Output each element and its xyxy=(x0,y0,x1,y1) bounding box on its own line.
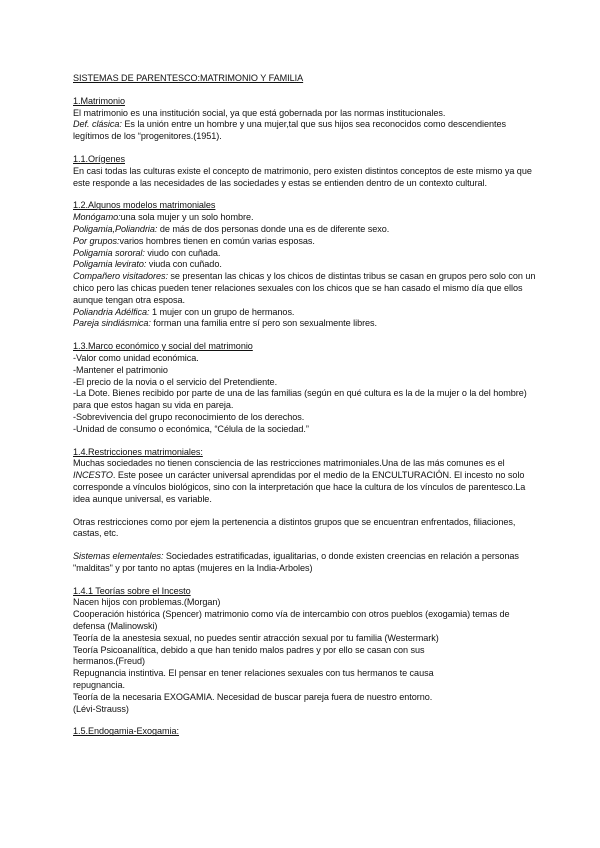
section-endogamia xyxy=(73,726,540,738)
list-item: Teoría Psicoanalítica, debido a que han tenido malos padres y por ello se casan con sus hermanos.(Freud) xyxy=(73,644,425,667)
list-item xyxy=(73,271,540,306)
list-item xyxy=(73,248,540,260)
item-label: Poliandria Adélfica: xyxy=(73,306,150,317)
list-item xyxy=(73,212,540,224)
list-item: Repugnancia instintiva. El pensar en tener relaciones sexuales con tus hermanos te causa repugnancia. xyxy=(73,668,434,691)
list-item: Teoría de la necesaria EXOGAMIA. Necesidad de buscar pareja fuera de nuestro entorno.(Lévi-Strauss) xyxy=(73,691,433,714)
item-label: Poligamia sororal: xyxy=(73,247,145,258)
section-restricciones xyxy=(73,447,540,575)
list-item: -Unidad de consumo o económica, “Célula de la sociedad.” xyxy=(73,423,309,434)
incesto-text-a: Muchas sociedades no tienen consciencia de las restricciones matrimoniales.Una de las más comunes es el xyxy=(73,458,505,469)
item-label: Por grupos: xyxy=(73,235,120,246)
heading-modelos: 1.2.Algunos modelos matrimoniales xyxy=(73,200,216,211)
heading-origenes: 1.1.Orígenes xyxy=(73,153,125,164)
paragraph-origenes: En casi todas las culturas existe el concepto de matrimonio, pero existen distintos conceptos de este mismo ya que este responde a las necesidades de las sociedades y estas se entienden dentro de un contexto cultural. xyxy=(73,165,532,188)
list-item: Cooperación histórica (Spencer) matrimonio como vía de intercambio con otros pueblos (exogamia) temas de defensa (Malinowski) xyxy=(73,609,510,632)
sistemas-text: Sociedades estratificadas, igualitarias, o donde existen creencias en relación a personas "malditas" y por tanto no aptas (mujeres en la India-Arboles) xyxy=(73,551,519,573)
item-text: varios hombres tienen en común varias esposas. xyxy=(119,235,315,246)
item-label: Monógamo: xyxy=(73,212,121,223)
sistemas-label: Sistemas elementales: xyxy=(73,551,164,562)
incesto-term: INCESTO xyxy=(73,470,113,481)
heading-teorias: 1.4.1 Teorías sobre el Incesto xyxy=(73,585,191,596)
item-text: una sola mujer y un solo hombre. xyxy=(120,212,254,223)
list-item xyxy=(73,259,540,271)
list-item xyxy=(73,307,540,319)
section-marco-economico xyxy=(73,341,540,435)
item-label: Pareja sindiásmica: xyxy=(73,318,151,329)
heading-endogamia: 1.5.Endogamia-Exogamia: xyxy=(73,726,180,737)
incesto-text-b: . Este posee un carácter universal aprendidas por el medio de la ENCULTURACIÓN. El incesto no solo corresponde a vínculos biológicos, sino con la interpretación que hace la cultura de los vínculos de parentesco.La idea aunque universal, es variable. xyxy=(73,470,526,504)
section-modelos-matrimoniales xyxy=(73,200,540,330)
heading-restricciones: 1.4.Restricciones matrimoniales: xyxy=(73,446,203,457)
definicion-text: Es la unión entre un hombre y una mujer,tal que sus hijos sea reconocidos como descendientes legítimos de los “progenitores.(1951). xyxy=(73,119,506,142)
list-item: -Mantener el patrimonio xyxy=(73,364,168,375)
heading-matrimonio: 1.Matrimonio xyxy=(73,95,125,106)
item-label: Poligamia,Poliandria: xyxy=(73,223,158,234)
paragraph-incesto xyxy=(73,458,540,505)
paragraph-sistemas-elementales xyxy=(73,551,540,575)
document-title: SISTEMAS DE PARENTESCO:MATRIMONIO Y FAMILIA xyxy=(73,73,304,83)
item-text: forman una familia entre sí pero son sexualmente libres. xyxy=(150,318,378,329)
list-item xyxy=(73,318,540,330)
item-text: de más de dos personas donde una es de diferente sexo. xyxy=(157,223,390,234)
item-text: 1 mujer con un grupo de hermanos. xyxy=(149,306,295,317)
list-item: -El precio de la novia o el servicio del Pretendiente. xyxy=(73,376,278,387)
definicion-label: Def. clásica: xyxy=(73,119,122,130)
paragraph-otras-restricciones: Otras restricciones como por ejem la pertenencia a distintos grupos que se encuentran enfrentados, filiaciones, castas, etc. xyxy=(73,516,516,539)
item-label: Poligamia levirato: xyxy=(73,259,147,270)
list-item: -Valor como unidad económica. xyxy=(73,352,199,363)
item-label: Compañero visitadores: xyxy=(73,271,168,282)
list-item: -Sobrevivencia del grupo reconocimiento de los derechos. xyxy=(73,411,305,422)
paragraph-matrimonio-intro: El matrimonio es una institución social, ya que está gobernada por las normas institucionales. xyxy=(73,107,446,118)
list-item: -La Dote. Bienes recibido por parte de una de las familias (según en qué cultura es la de la mujer o la del hombre) para que estos hagan su vida en pareja. xyxy=(73,388,527,411)
list-item xyxy=(73,236,540,248)
section-origenes xyxy=(73,154,540,189)
section-matrimonio xyxy=(73,96,540,143)
section-teorias-incesto xyxy=(73,586,540,716)
item-text: viuda con cuñado. xyxy=(146,259,222,270)
heading-marco-economico: 1.3.Marco económico y social del matrimonio xyxy=(73,341,253,352)
paragraph-definicion xyxy=(73,119,540,143)
list-item: Nacen hijos con problemas.(Morgan) xyxy=(73,597,221,608)
item-text: se presentan las chicas y los chicos de distintas tribus se casan en grupos pero solo con un chico pero las chicas pueden tener relaciones sexuales con los chicos que se han casado el mismo día que ellos aunque tengan otra esposa. xyxy=(73,271,536,305)
list-item: Teoría de la anestesia sexual, no puedes sentir atracción sexual por tu familia (Westermark) xyxy=(73,632,439,643)
list-item xyxy=(73,224,540,236)
item-text: viudo con cuñada. xyxy=(144,247,221,258)
